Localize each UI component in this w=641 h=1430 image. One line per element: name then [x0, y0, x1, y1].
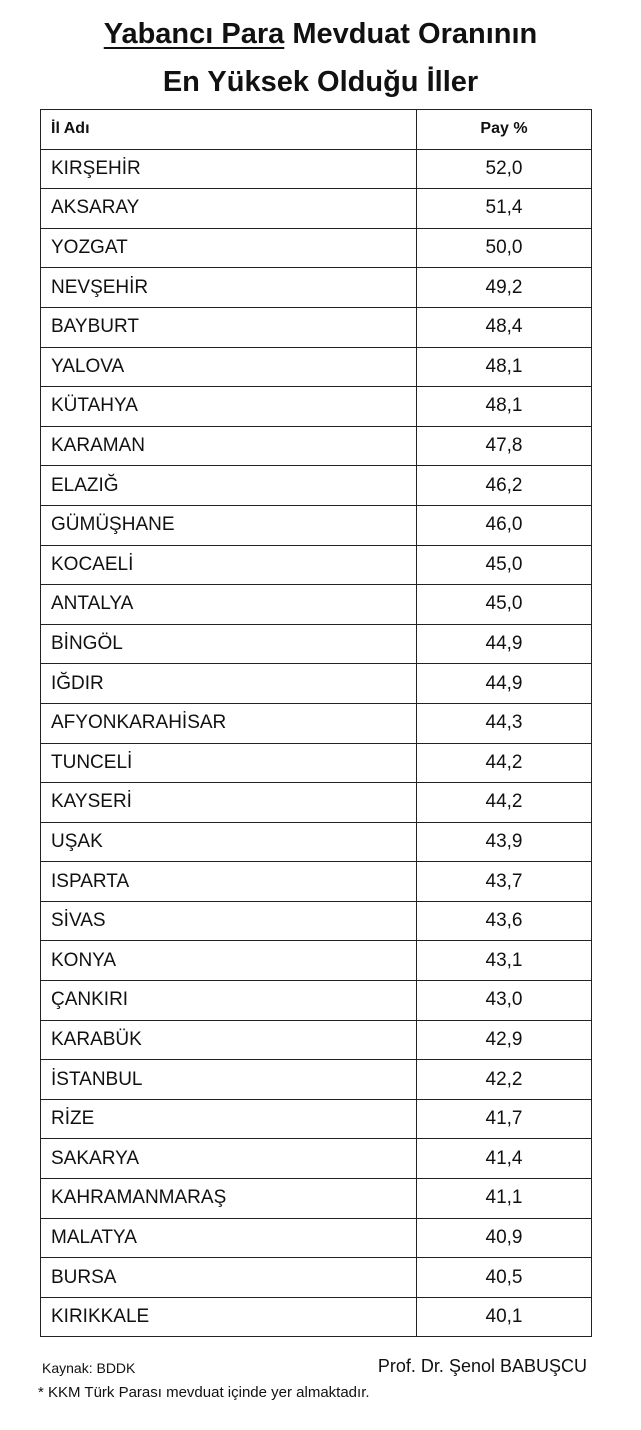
table-header-row	[41, 110, 592, 150]
province-name-cell: KOCAELİ	[41, 545, 417, 585]
share-value-cell: 44,9	[417, 624, 592, 664]
province-name-cell: GÜMÜŞHANE	[41, 505, 417, 545]
share-value-cell: 43,9	[417, 822, 592, 862]
table-row	[41, 307, 592, 347]
share-value-cell: 41,7	[417, 1099, 592, 1139]
province-name-cell: KARAMAN	[41, 426, 417, 466]
table-row	[41, 981, 592, 1021]
share-value-cell: 42,9	[417, 1020, 592, 1060]
title-underlined-part: Yabancı Para	[103, 18, 285, 50]
province-name-cell: RİZE	[41, 1099, 417, 1139]
province-name-cell: UŞAK	[41, 822, 417, 862]
share-value-cell: 45,0	[417, 585, 592, 625]
column-header-province: İl Adı	[41, 110, 417, 150]
table-row	[41, 505, 592, 545]
title-line-1	[0, 10, 641, 58]
province-name-cell: YALOVA	[41, 347, 417, 387]
share-value-cell: 44,3	[417, 703, 592, 743]
share-value-cell: 47,8	[417, 426, 592, 466]
province-name-cell: KÜTAHYA	[41, 387, 417, 427]
share-value-cell: 41,1	[417, 1179, 592, 1219]
author-credit: Prof. Dr. Şenol BABUŞCU	[377, 1356, 587, 1376]
column-header-share: Pay %	[417, 110, 592, 150]
share-value-cell: 48,4	[417, 307, 592, 347]
province-table	[40, 109, 592, 1337]
province-name-cell: YOZGAT	[41, 228, 417, 268]
province-name-cell: MALATYA	[41, 1218, 417, 1258]
table-row	[41, 862, 592, 902]
table-row	[41, 1020, 592, 1060]
table-row	[41, 1060, 592, 1100]
title-rest: Mevduat Oranının	[284, 18, 538, 50]
table-row	[41, 1179, 592, 1219]
table-row	[41, 901, 592, 941]
table-body	[41, 149, 592, 1337]
share-value-cell: 51,4	[417, 189, 592, 229]
table-row	[41, 545, 592, 585]
province-name-cell: ISPARTA	[41, 862, 417, 902]
table-row	[41, 347, 592, 387]
table-row	[41, 189, 592, 229]
table-row	[41, 1297, 592, 1337]
share-value-cell: 46,0	[417, 505, 592, 545]
table-row	[41, 228, 592, 268]
province-name-cell: KARABÜK	[41, 1020, 417, 1060]
table-row	[41, 743, 592, 783]
province-name-cell: ELAZIĞ	[41, 466, 417, 506]
province-name-cell: SAKARYA	[41, 1139, 417, 1179]
page-title	[0, 10, 641, 106]
share-value-cell: 44,9	[417, 664, 592, 704]
table-row	[41, 624, 592, 664]
table-row	[41, 1258, 592, 1298]
share-value-cell: 50,0	[417, 228, 592, 268]
share-value-cell: 46,2	[417, 466, 592, 506]
table-row	[41, 426, 592, 466]
province-name-cell: AFYONKARAHİSAR	[41, 703, 417, 743]
share-value-cell: 40,9	[417, 1218, 592, 1258]
province-name-cell: ÇANKIRI	[41, 981, 417, 1021]
share-value-cell: 52,0	[417, 149, 592, 189]
table-row	[41, 149, 592, 189]
table-row	[41, 387, 592, 427]
share-value-cell: 45,0	[417, 545, 592, 585]
table-row	[41, 822, 592, 862]
province-name-cell: KIRIKKALE	[41, 1297, 417, 1337]
table-row	[41, 1218, 592, 1258]
footnote: * KKM Türk Parası mevduat içinde yer almaktadır.	[38, 1384, 370, 1401]
table-row	[41, 664, 592, 704]
source-note: Kaynak: BDDK	[42, 1360, 136, 1376]
province-name-cell: AKSARAY	[41, 189, 417, 229]
table-row	[41, 1099, 592, 1139]
share-value-cell: 44,2	[417, 783, 592, 823]
table-row	[41, 783, 592, 823]
share-value-cell: 48,1	[417, 387, 592, 427]
province-name-cell: KONYA	[41, 941, 417, 981]
province-name-cell: ANTALYA	[41, 585, 417, 625]
table-row	[41, 268, 592, 308]
province-name-cell: KAYSERİ	[41, 783, 417, 823]
table-row	[41, 585, 592, 625]
share-value-cell: 48,1	[417, 347, 592, 387]
share-value-cell: 49,2	[417, 268, 592, 308]
title-line-2: En Yüksek Olduğu İller	[162, 66, 479, 98]
table-row	[41, 1139, 592, 1179]
share-value-cell: 44,2	[417, 743, 592, 783]
share-value-cell: 41,4	[417, 1139, 592, 1179]
table-row	[41, 466, 592, 506]
province-name-cell: SİVAS	[41, 901, 417, 941]
share-value-cell: 43,1	[417, 941, 592, 981]
share-value-cell: 43,7	[417, 862, 592, 902]
share-value-cell: 42,2	[417, 1060, 592, 1100]
province-name-cell: BİNGÖL	[41, 624, 417, 664]
province-name-cell: NEVŞEHİR	[41, 268, 417, 308]
table-row	[41, 703, 592, 743]
province-name-cell: TUNCELİ	[41, 743, 417, 783]
province-name-cell: BURSA	[41, 1258, 417, 1298]
province-name-cell: BAYBURT	[41, 307, 417, 347]
share-value-cell: 40,1	[417, 1297, 592, 1337]
share-value-cell: 43,6	[417, 901, 592, 941]
province-name-cell: KAHRAMANMARAŞ	[41, 1179, 417, 1219]
share-value-cell: 43,0	[417, 981, 592, 1021]
province-name-cell: IĞDIR	[41, 664, 417, 704]
table-row	[41, 941, 592, 981]
province-name-cell: İSTANBUL	[41, 1060, 417, 1100]
province-name-cell: KIRŞEHİR	[41, 149, 417, 189]
share-value-cell: 40,5	[417, 1258, 592, 1298]
